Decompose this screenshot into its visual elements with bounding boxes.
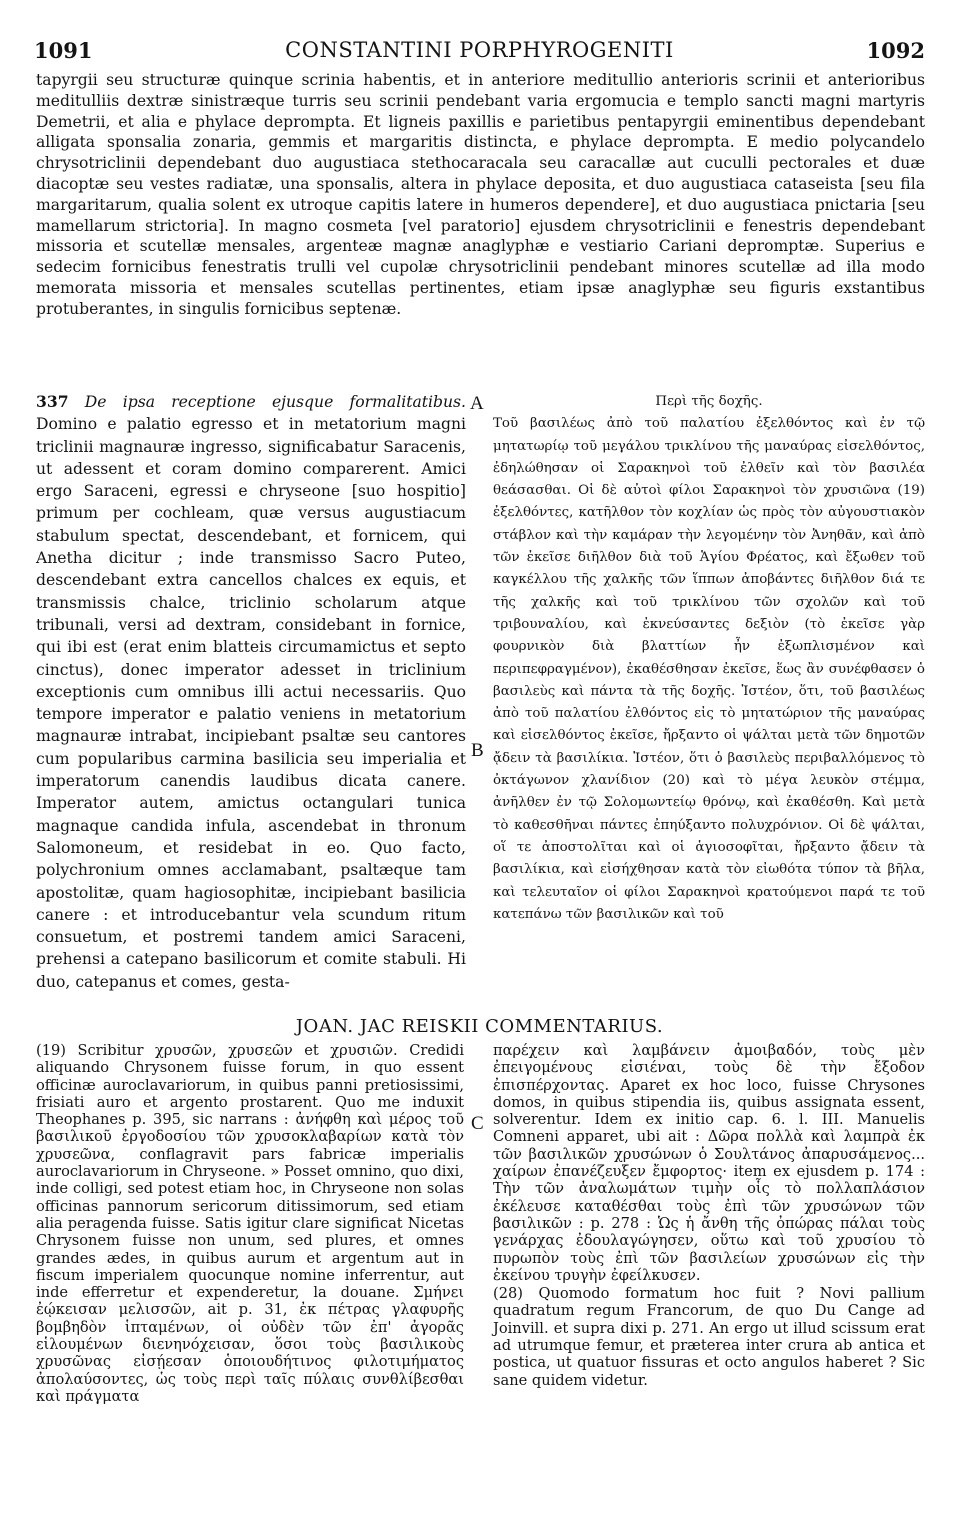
section-title: De ipsa receptione ejusque formalitatibus. <box>84 393 466 411</box>
intro-paragraph <box>36 70 925 320</box>
margin-marker-c: C <box>471 1113 484 1134</box>
greek-column <box>493 391 925 926</box>
page-number-left: 1091 <box>34 38 93 63</box>
page-number-right: 1092 <box>866 38 925 63</box>
latin-column <box>36 391 466 993</box>
margin-marker-b: B <box>471 740 484 761</box>
running-header <box>34 38 925 64</box>
margin-marker-a: A <box>470 393 484 414</box>
commentary-right-column <box>493 1042 925 1390</box>
greek-text: Τοῦ βασιλέως ἀπὸ τοῦ παλατίου ἐξελθόντος καὶ ἐν τῷ μητατωρίῳ τοῦ μεγάλου τρικλίνου τῆς μαναύρας εἰσελθόντος, ἐδηλώθησαν οἱ Σαρακηνοὶ τοῦ ἐλθεῖν καὶ τὸν βασιλέα θεάσασθαι. Οἱ δὲ αὐτοὶ φίλοι Σαρακηνοὶ τὸν χρυσιῶνα (19) ἐξελθόντες, κατῆλθον τὸν κοχλίαν ὡς πρὸς τὸν αὐγουστιακὸν στάβλον καὶ τὴν καμάραν τὴν λεγομένην τὸν Ἀνηθᾶν, καὶ ἀπὸ τῶν ἐκεῖσε διῆλθον διὰ τοῦ Ἁγίου Φρέατος, καὶ ἔξωθεν τοῦ καγκέλλου τῆς χαλκῆς τῶν ἵππων ἀποβάντες διῆλθον διά τε τῆς χαλκῆς καὶ τοῦ τρικλίνου τῶν σχολῶν καὶ τοῦ τριβουναλίου, καὶ ἐκνεύσαντες δεξιὸν (τὸ ἐκεῖσε γὰρ φουρνικὸν διὰ βλαττίων ἦν ἐξωπλισμένον καὶ περιπεφραγμένον), ἐκαθέσθησαν ἐκεῖσε, ἕως ἂν συνέφθασεν ὁ βασιλεὺς καὶ πάντα τὰ τῆς δοχῆς. Ἰστέον, ὅτι, τοῦ βασιλέως ἀπὸ τοῦ παλατίου ἐλθόντος εἰς τὸ μητατώριον τῆς μαναύρας καὶ εἰσελθόντος ἐκεῖσε, ἤρξαντο οἱ ψάλται μετὰ τῶν δημοτῶν ᾄδειν τὰ βασιλίκια. Ἰστέον, ὅτι ὁ βασιλεὺς περιβαλλόμενος τὸ ὀκτάγωνον χλανίδιον (20) καὶ τὸ μέγα λευκὸν στέμμα, ἀνῆλθεν ἐν τῷ Σολομωντείῳ θρόνῳ, καὶ ἐκαθέσθη. Καὶ μετὰ τὸ καθεσθῆναι πάντες ἐπηύξαντο πολυχρόνιον. Οἱ δὲ ψάλται, οἵ τε ἀποστολῖται καὶ οἱ ἁγιοσοφῖται, ἤρξαντο ᾄδειν τὰ βασιλίκια, καὶ εἰσήχθησαν κατὰ τὸν εἰωθότα τύπον τὰ βῆλα, καὶ τελευταῖον οἱ φίλοι Σαρακηνοὶ κρατούμενοι παρά τε τοῦ κατεπάνω τῶν βασιλικῶν καὶ τοῦ <box>493 416 925 922</box>
commentary-note-19-continued: παρέχειν καὶ λαμβάνειν ἀμοιβαδόν, τοὺς μὲν ἐπειγομένους εἰσιέναι, τοὺς δὲ τὴν ἔξοδον ἐπισπέρχοντας. Aparet ex hoc loco, fuisse Chrysones domos, in quibus stipendia iis, quibus assignata essent, solverentur. Idem ex initio cap. 6. l. III. Manuelis Comneni apparet, ubi ait : Δῶρα πολλὰ καὶ λαμπρὰ ἐκ τῶν βασιλικῶν χρυσώνων ὁ Σουλτάνος ἀπαρυσάμενος... χαίρων ἐπανέζευξεν ἔμφορτος· item ex ejusdem p. 174 : Τὴν τῶν ἀναλωμάτων τιμὴν οἷς τὸ πολλαπλάσιον ἐκέλευσε καταθέσθαι τοὺς ἐπὶ τῶν χρυσώνων τῶν βασιλικῶν : p. 278 : Ὡς ἡ ἄνθη τῆς ὀπώρας πάλαι τοὺς γενάρχας ἐδουλαγώγησεν, οὕτω καὶ τοῦ χρυσίου τὸ πυρωπὸν τοὺς ἐπὶ τῶν βασιλείων χρυσώνων εἰς τὴν ἐκείνου τρυγὴν ἐφείλκυσεν. <box>493 1042 925 1284</box>
latin-text: Domino e palatio egresso et in metatorium magni triclinii magnauræ ingresso, significabatur Saracenis, ut adessent et coram domino comparerent. Amici ergo Saraceni, egressi e chryseone [suo hospitio] primum per cochleam, quæ versus augustiacum stabulum spectat, descendebant, et fornicem, qui Anetha dicitur ; inde transmisso Sacro Puteo, descendebant extra cancellos chalces ex equis, et transmissis chalce, triclinio scholarum atque tribunali, versi ad dextram, considebant in fornice, qui ibi est (erat enim blatteis circumamictus et septo cinctus), donec imperator adesset in triclinium exceptionis cum omnibus illi actui necessariis. Quo tempore imperator e palatio veniens in metatorium magnauræ intrabat, incipiebant psaltæ seu cantores cum popularibus carmina basilicia seu imperialia et imperatorum canendis laudibus dicata canere. Imperator autem, amictus octangulari tunica magnaque candida infula, ascendebat in thronum Salomoneum, et residebat in eo. Quo facto, polychronium omnes acclamabant, psaltæque tam apostolitæ, quam hagiosophitæ, incipiebant basilicia canere : et introducebantur vela scundum ritum consuetum, et postremi tandem amici Saraceni, prehensi a catepano basilicorum et comite stabuli. Hi duo, catepanus et comes, gesta- <box>36 415 466 991</box>
greek-section-title: Περὶ τῆς δοχῆς. <box>655 394 763 409</box>
commentary-note-19: (19) Scribitur χρυσῶν, χρυσεῶν et χρυσιῶν. Credidi aliquando Chrysonem fuisse forum, in quo essent officinæ auroclavariorum, in quibus panni pretiosissimi, frisiati auro et argento prostarent. Quo me induxit Theophanes p. 395, sic narrans : ἀνήφθη καὶ μέρος τοῦ βασιλικοῦ ἐργοδοσίου τῶν χρυσοκλαβαρίων κατὰ τὸν χρυσεῶνα, conflagravit pars fabricæ imperialis auroclavariorum in Chryseone. » Posset omnino, quo dixi, inde colligi, sed potest etiam hoc, in Chryseone non solas officinas pannorum sericorum ditissimorum, sed etiam alia peragenda fuisse. Satis igitur clare significat Nicetas Chrysonem fuisse non unum, sed plures, et omnes grandes ædes, in quibus aurum et argentum aut in fiscum imperialem quocunque nomine inferrentur, aut inde efferretur et expenderetur, la douane. Σμήνει ἐῴκεισαν μελισσῶν, ait p. 31, ἐκ πέτρας γλαφυρῆς βομβηδὸν ἱπταμένων, οἱ οὐδὲν τῶν ἐπ' ἀγορᾶς εἱλουμένων διενηνόχεισαν, ὅσοι τοὺς βασιλικοὺς χρυσῶνας εἰσῄεσαν ὁποιουδήτινος φιλοτιμήματος ἀπολαύσοντες, ὡς τοὺς περὶ ταῖς πύλαις συνθλίβεσθαι καὶ πράγματα <box>36 1042 464 1405</box>
commentary-left-column <box>36 1042 464 1406</box>
intro-text: tapyrgii seu structuræ quinque scrinia habentis, et in anteriore meditullio anterioris scrinii et anterioribus meditulliis dextræ sinistræque turris seu scrinii pendebant varia ergomucia e templo sancti magni martyris Demetrii, et alia e phylace deprompta. Et ligneis paxillis e parietibus pentapyrgii eminentibus dependebant alligata sponsalia zonaria, gemmis et margaritis distincta, e phylace deprompta. E medio polycandelo chrysotriclinii dependebant duo augustiaca stethocaracala seu caracallæ aut cuculli pectorales et duæ diacoptæ seu vestes radiatæ, una sponsalis, altera in phylace deposita, et duo augustiaca cataseista [seu fila margaritarum, qualia solent ex utroque capitis latere in humeros dependere], et duo augustiaca pnictaria [seu mamellarum strictoria]. In magno cosmeta [vel paratorio] ejusdem chrysotriclinii e fenestris dependebant missoria et scutellæ mensales, argenteæ magnæ anaglyphæ e vestiario Cariani depromptæ. Superius e sedecim fornicibus fenestratis trulli vel cupolæ chrysotriclinii pendebant minores scutellæ ad illa modo memorata missoria et mensales scutellas pertinentes, etiam ipsæ anaglyphæ seu figuris exstantibus protuberantes, in singulis fornicibus septenæ. <box>36 71 925 318</box>
latin-paragraph <box>36 391 466 993</box>
running-title: CONSTANTINI PORPHYROGENITI <box>285 38 674 62</box>
commentary-note-28: (28) Quomodo formatum hoc fuit ? Novi pallium quadratum regum Francorum, de quo Du Cange ad Joinvill. et supra dixi p. 271. An ergo ut illud scissum erat ad utrumque femur, et præterea inter crura ab antica et postica, ut quatuor fissuras et octo angulos haberet ? Sic sane quidem videtur. <box>493 1285 925 1389</box>
commentary-heading: JOAN. JAC REISKII COMMENTARIUS. <box>295 1016 664 1037</box>
section-number: 337 <box>36 392 69 411</box>
